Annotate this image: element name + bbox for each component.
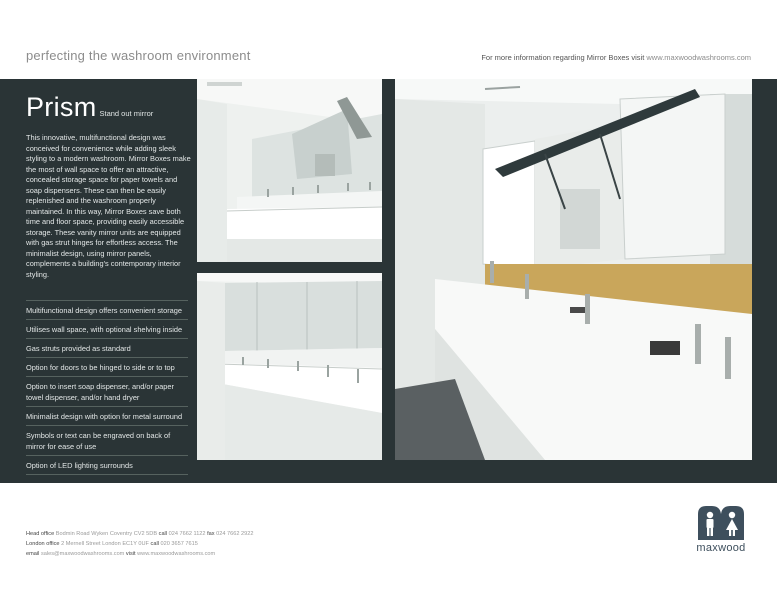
london-office-label: London office <box>26 541 60 547</box>
feature-item: Gas struts provided as standard <box>26 339 188 358</box>
footer-head-office <box>26 529 253 539</box>
product-description: This innovative, multifunctional design was conceived for convenience while adding sleek styling to a modern washroom. Mirror Boxes make the most of wall space to offer an attractive, concealed storage space for paper towels and soap dispensers. These can then be easily replenished and the washroom properly maintained. In this way, Mirror Boxes save both time and floor space, providing easily accessible storage. These vanity mirror units are equipped with gas strut hinges for effortless access. The minimalist design, using mirror panels, complements a building's contemporary interior styling. <box>26 133 191 279</box>
footer-london-office <box>26 539 253 549</box>
product-title <box>26 92 153 123</box>
visit-label: visit <box>125 551 136 557</box>
photo-mirror-boxes-open <box>197 79 382 262</box>
info-line <box>481 53 751 62</box>
photo-vanity-counter <box>197 273 382 460</box>
info-prefix: For more information regarding Mirror Boxes visit <box>481 53 645 62</box>
email-label: email <box>26 551 40 557</box>
product-name: Prism <box>26 92 97 122</box>
head-fax-label: fax <box>207 531 215 537</box>
london-office-address: 2 Mernell Street London EC1Y 0UF <box>61 541 149 547</box>
feature-item: Option for doors to be hinged to side or to top <box>26 358 188 377</box>
head-office-address: Bodmin Road Wyken Coventry CV2 5DB <box>55 531 158 537</box>
footer-contacts <box>26 529 253 559</box>
man-woman-restroom-icon <box>692 504 750 540</box>
head-fax-number: 024 7662 2922 <box>216 531 254 537</box>
head-call-label: call <box>158 531 168 537</box>
feature-item: Utilises wall space, with optional shelving inside <box>26 320 188 339</box>
feature-item: Option of LED lighting surrounds <box>26 456 188 475</box>
feature-list <box>26 300 188 475</box>
product-subtitle: Stand out mirror <box>99 109 154 118</box>
london-call-label: call <box>150 541 159 547</box>
feature-item: Symbols or text can be engraved on back of mirror for ease of use <box>26 426 188 456</box>
head-call-number: 024 7662 1122 <box>168 531 206 537</box>
logo-wordmark: maxwood <box>696 542 746 554</box>
tagline: perfecting the washroom environment <box>26 48 251 63</box>
website-link[interactable]: www.maxwoodwashrooms.com <box>137 551 216 557</box>
info-url-link[interactable]: www.maxwoodwashrooms.com <box>646 53 751 62</box>
footer-online <box>26 549 253 559</box>
email-link[interactable]: sales@maxwoodwashrooms.com <box>40 551 125 557</box>
head-office-label: Head office <box>26 531 55 537</box>
london-call-number: 020 3657 7615 <box>160 541 198 547</box>
feature-item: Multifunctional design offers convenient storage <box>26 301 188 320</box>
maxwood-logo <box>692 504 750 556</box>
photo-main-washroom <box>395 79 752 460</box>
feature-item: Option to insert soap dispenser, and/or paper towel dispenser, and/or hand dryer <box>26 377 188 407</box>
feature-item: Minimalist design with option for metal surround <box>26 407 188 426</box>
